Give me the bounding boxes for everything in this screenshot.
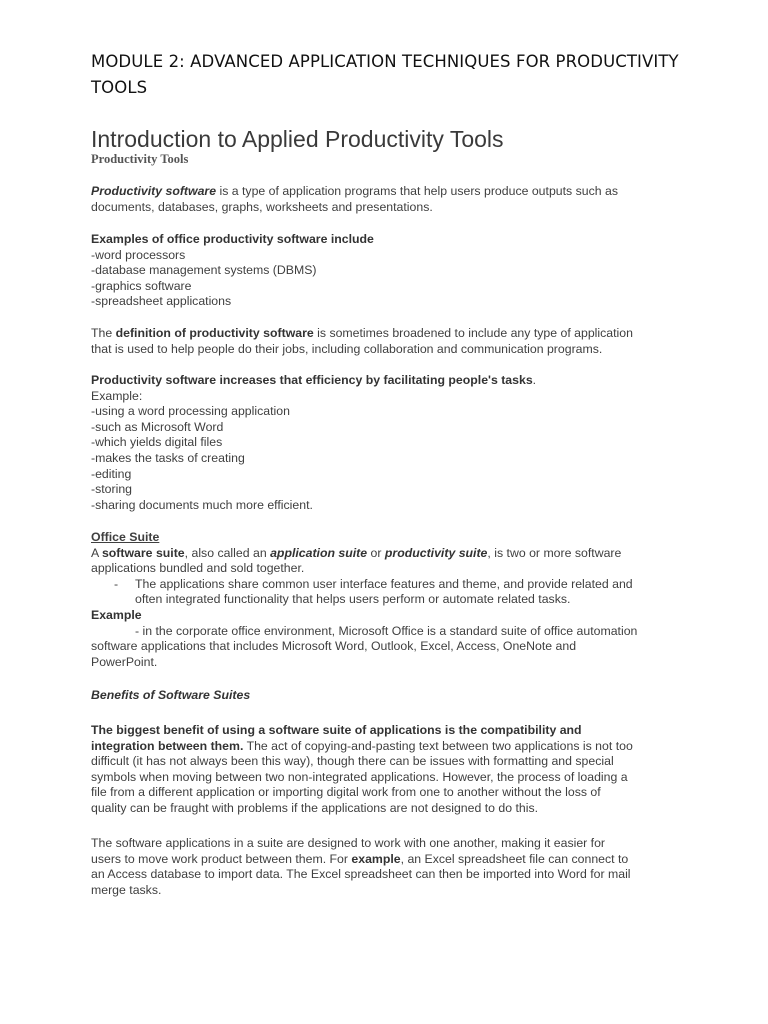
text: software applications that includes Microsoft Word, Outlook, Excel, Access, OneNote and (91, 639, 577, 654)
dash-bullet: - (114, 576, 119, 591)
module-title-line2: TOOLS (91, 78, 148, 97)
text: , an Excel spreadsheet file can connect to (400, 851, 629, 866)
text: is sometimes broadened to include any type of application (313, 326, 633, 340)
text: or (367, 545, 385, 560)
list-item: -database management systems (DBMS) (91, 263, 317, 278)
text: symbols when moving between two non-integrated applications. However, the process of loading a (91, 769, 628, 784)
text: PowerPoint. (91, 654, 158, 669)
text: The applications share common user interface features and theme, and provide related and (135, 576, 633, 591)
text: - in the corporate office environment, Microsoft Office is a standard suite of office automation (135, 623, 638, 638)
text: The biggest benefit of using a software suite of applications is the compatibility and (91, 723, 582, 737)
text: applications bundled and sold together. (91, 561, 305, 576)
list-item: -storing (91, 482, 133, 497)
example-term: example (351, 851, 401, 866)
list-item: -using a word processing application (91, 404, 290, 419)
module-title (91, 49, 731, 101)
list-item: -which yields digital files (91, 435, 223, 450)
examples-heading: Examples of office productivity software include (91, 232, 374, 246)
text: , is two or more software (487, 545, 622, 560)
text: The act of copying-and-pasting text between two applications is not too (243, 738, 633, 753)
intro-heading: Introduction to Applied Productivity Tools (91, 126, 504, 152)
efficiency-section (91, 373, 691, 513)
term-productivity-software: Productivity software (91, 184, 217, 198)
text: is a type of application programs that help users produce outputs such as (216, 184, 618, 198)
sub-heading: Productivity Tools (91, 152, 189, 166)
list-item: -such as Microsoft Word (91, 419, 224, 434)
term-application-suite: application suite (270, 545, 368, 560)
text: an Access database to import data. The Excel spreadsheet can then be imported into Word for mail (91, 867, 631, 882)
text: often integrated functionality that helps users perform or automate related tasks. (135, 592, 571, 607)
indented-bullet (91, 577, 691, 608)
office-suite-section (91, 530, 691, 670)
benefits-heading-block (91, 688, 691, 704)
examples-list (91, 232, 691, 310)
list-item: -sharing documents much more efficient. (91, 497, 313, 512)
suite-apps-paragraph (91, 836, 691, 898)
definition-term: definition of productivity software (115, 326, 314, 340)
text: quality can be fraught with problems if the applications are not designed to do this. (91, 800, 539, 815)
benefits-heading: Benefits of Software Suites (91, 688, 251, 702)
text: , also called an (184, 545, 271, 560)
benefits-paragraph (91, 723, 691, 817)
text: integration between them. (91, 738, 244, 753)
efficiency-heading: Productivity software increases that efficiency by facilitating people's tasks (91, 373, 533, 387)
text: The software applications in a suite are designed to work with one another, making it easier for (91, 836, 606, 850)
list-item: -graphics software (91, 278, 192, 293)
text: The (91, 326, 116, 340)
definition-paragraph (91, 326, 691, 357)
text: . (532, 373, 537, 387)
text: A (91, 545, 102, 560)
term-productivity-suite: productivity suite (384, 545, 488, 560)
list-item: -word processors (91, 247, 186, 262)
module-title-line1: MODULE 2: ADVANCED APPLICATION TECHNIQUES FOR PRODUCTIVITY (91, 52, 679, 71)
text: documents, databases, graphs, worksheets and presentations. (91, 199, 433, 214)
example-label: Example (91, 607, 142, 622)
list-item: -editing (91, 466, 132, 481)
text: merge tasks. (91, 882, 162, 897)
list-item: -makes the tasks of creating (91, 450, 245, 465)
list-item: Example: (91, 388, 143, 403)
text: that is used to help people do their jobs, including collaboration and communication programs. (91, 341, 603, 356)
list-item: -spreadsheet applications (91, 294, 232, 309)
term-software-suite: software suite (101, 545, 185, 560)
text: users to move work product between them. For (91, 851, 352, 866)
productivity-software-paragraph (91, 184, 691, 215)
office-suite-heading: Office Suite (91, 530, 160, 544)
text: difficult (it has not always been this way), though there can be issues with formatting and special (91, 754, 614, 769)
text: file from a different application or importing digital work from one to another without the loss of (91, 785, 601, 800)
